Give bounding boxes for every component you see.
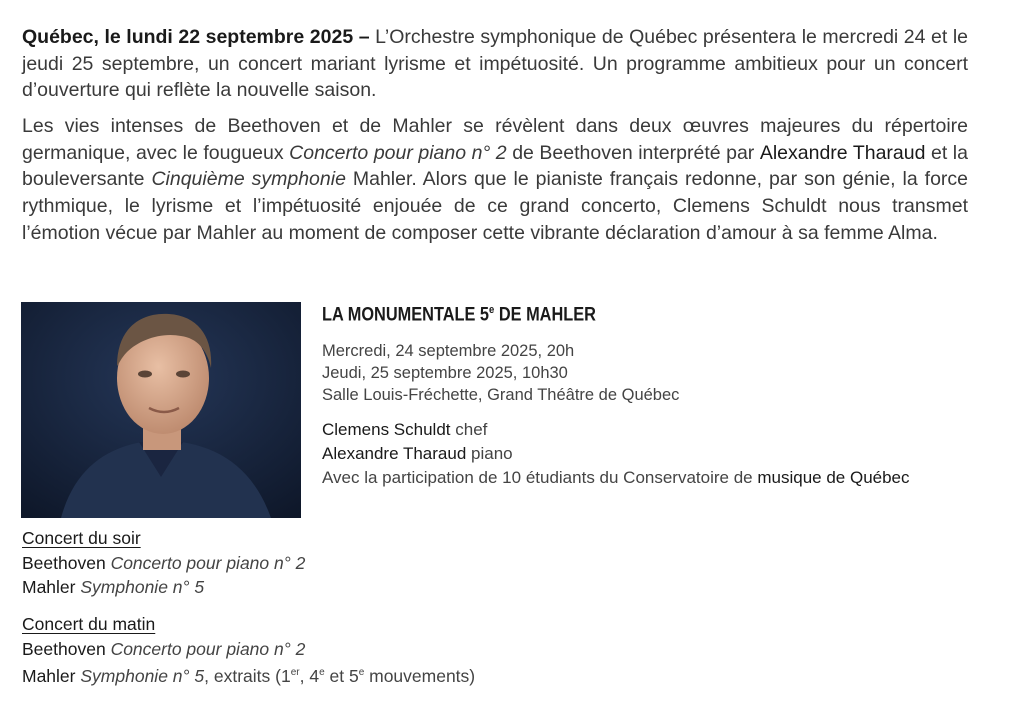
portrait-photo-icon (21, 302, 301, 518)
body-paragraph (22, 113, 968, 247)
conductor-photo (21, 302, 301, 518)
morning-program-line-2: Mahler Symphonie n° 5, extraits (1er, 4e et 5e mouvements) (22, 665, 476, 686)
evening-program-line-1: Beethoven Concerto pour piano n° 2 (22, 552, 306, 573)
work-concerto: Concerto pour piano n° 2 (289, 141, 507, 164)
evening-program-line-2: Mahler Symphonie n° 5 (22, 577, 205, 597)
body-text-4: Mahler. Alors que le pianiste français redonne, par son génie, la force rythmique, le lyrisme et l’impétuosité enjouée de ce grand concerto, Clemens Schuldt nous transmet l’émotion vécue par Mahler au moment de composer cette vibrante déclaration d’amour à sa femme Alma. (22, 168, 969, 244)
date-wednesday: Mercredi, 24 septembre 2025, 20h (322, 342, 575, 361)
morning-program-line-1: Beethoven Concerto pour piano n° 2 (22, 638, 306, 659)
venue: Salle Louis-Fréchette, Grand Théâtre de Québec (322, 386, 680, 405)
date-thursday: Jeudi, 25 septembre 2025, 10h30 (322, 364, 568, 383)
body-text-1: Les vies intenses de Beethoven et de Mahler se révèlent dans deux œuvres majeures du répertoire germanique, avec le fougueux (22, 115, 968, 164)
body-text-2: de Beethoven interprété par (506, 141, 760, 164)
intro-text: L’Orchestre symphonique de Québec présentera le mercredi 24 et le jeudi 25 septembre, un concert mariant lyrisme et impétuosité. Un programme ambitieux pour un concert d’ouverture qui reflète la nouvelle saison. (22, 26, 969, 102)
students-line: Avec la participation de 10 étudiants du Conservatoire de musique de Québec (322, 468, 910, 488)
pianist-name: Alexandre Tharaud (759, 141, 926, 164)
conductor-line: Clemens Schuldt chef (322, 420, 488, 440)
dateline-dash: – (353, 26, 376, 48)
concert-title: LA MONUMENTALE 5e DE MAHLER (322, 304, 596, 326)
work-symphony: Cinquième symphonie (151, 168, 346, 191)
performers (322, 418, 962, 490)
morning-concert (22, 612, 475, 688)
intro-paragraph (22, 24, 968, 104)
concert-dates (322, 340, 962, 406)
morning-concert-heading: Concert du matin (22, 614, 156, 634)
body-text-3: et la bouleversante (22, 141, 968, 191)
concert-info (322, 304, 962, 490)
evening-concert (22, 526, 305, 600)
dateline: Québec, le lundi 22 septembre 2025 (22, 26, 354, 48)
pianist-line: Alexandre Tharaud piano (322, 444, 513, 464)
evening-concert-heading: Concert du soir (22, 528, 141, 548)
